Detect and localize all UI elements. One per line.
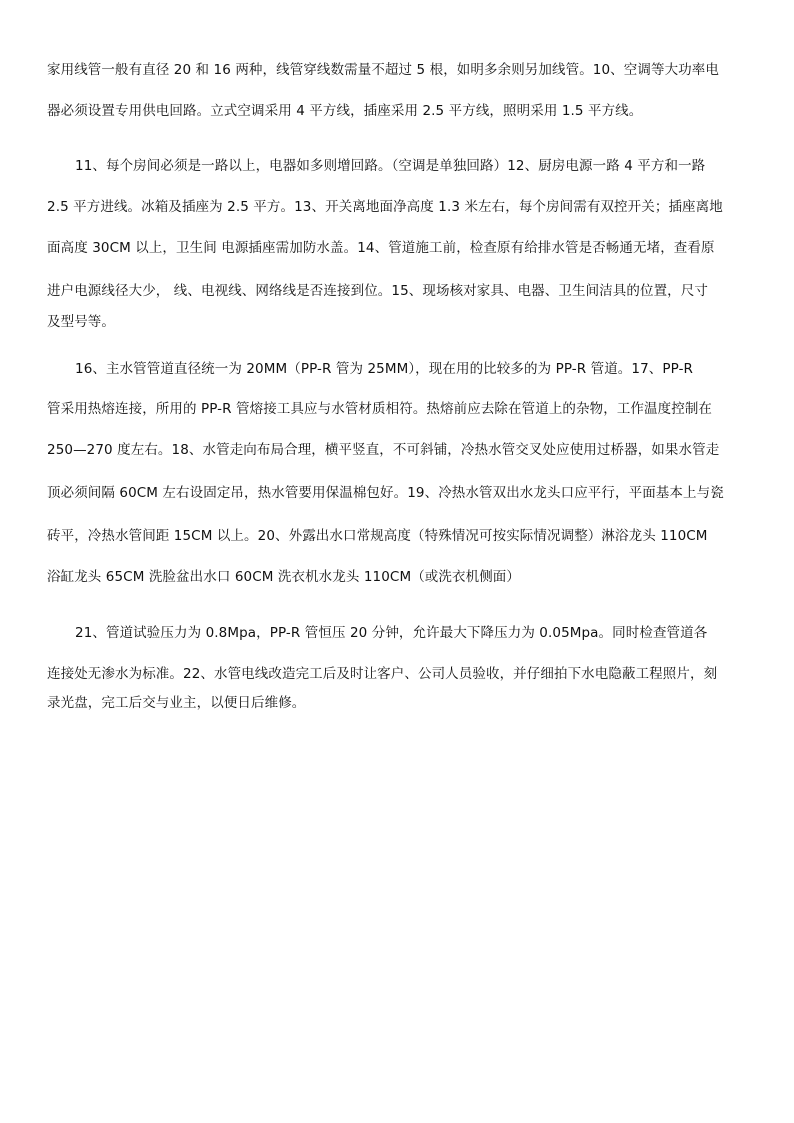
text-line-8: 16、主水管管道直径统一为 20MM（PP-R 管为 25MM），现在用的比较多的为 PP-R 管道。17、PP-R <box>75 361 694 377</box>
text-line-9: 管采用热熔连接，所用的 PP-R 管熔接工具应与水管材质相符。热熔前应去除在管道上的杂物，工作温度控制在 <box>47 401 713 417</box>
text-line-13: 浴缸龙头 65CM 洗脸盆出水口 60CM 洗衣机水龙头 110CM（或洗衣机侧面） <box>47 569 521 585</box>
text-line-4: 2.5 平方进线。冰箱及插座为 2.5 平方。13、开关离地面净高度 1.3 米左右，每个房间需有双控开关；插座离地 <box>47 199 723 215</box>
text-line-16: 录光盘，完工后交与业主，以便日后维修。 <box>47 695 306 711</box>
text-line-15: 连接处无渗水为标准。22、水管电线改造完工后及时让客户、公司人员验收，并仔细拍下水电隐蔽工程照片，刻 <box>47 666 718 682</box>
text-line-1: 家用线管一般有直径 20 和 16 两种，线管穿线数需量不超过 5 根，如明多余则另加线管。10、空调等大功率电 <box>47 62 719 78</box>
text-line-3: 11、每个房间必须是一路以上，电器如多则增回路。（空调是单独回路）12、厨房电源一路 4 平方和一路 <box>75 158 706 174</box>
text-line-14: 21、管道试验压力为 0.8Mpa，PP-R 管恒压 20 分钟，允许最大下降压力为 0.05Mpa。同时检查管道各 <box>75 625 708 641</box>
text-line-2: 器必须设置专用供电回路。立式空调采用 4 平方线，插座采用 2.5 平方线，照明采用 1.5 平方线。 <box>47 103 643 119</box>
text-line-7: 及型号等。 <box>47 314 115 330</box>
text-line-11: 顶必须间隔 60CM 左右设固定吊，热水管要用保温棉包好。19、冷热水管双出水龙头口应平行，平面基本上与瓷 <box>47 485 724 501</box>
text-line-10: 250—270 度左右。18、水管走向布局合理，横平竖直，不可斜铺，冷热水管交叉处应使用过桥器，如果水管走 <box>47 442 720 458</box>
text-line-12: 砖平，冷热水管间距 15CM 以上。20、外露出水口常规高度（特殊情况可按实际情况调整）淋浴龙头 110CM <box>47 528 708 544</box>
text-line-6: 进户电源线径大少， 线、电视线、网络线是否连接到位。15、现场核对家具、电器、卫生间洁具的位置，尺寸 <box>47 283 708 299</box>
text-line-5: 面高度 30CM 以上，卫生间 电源插座需加防水盖。14、管道施工前，检查原有给排水管是否畅通无堵，查看原 <box>47 240 715 256</box>
